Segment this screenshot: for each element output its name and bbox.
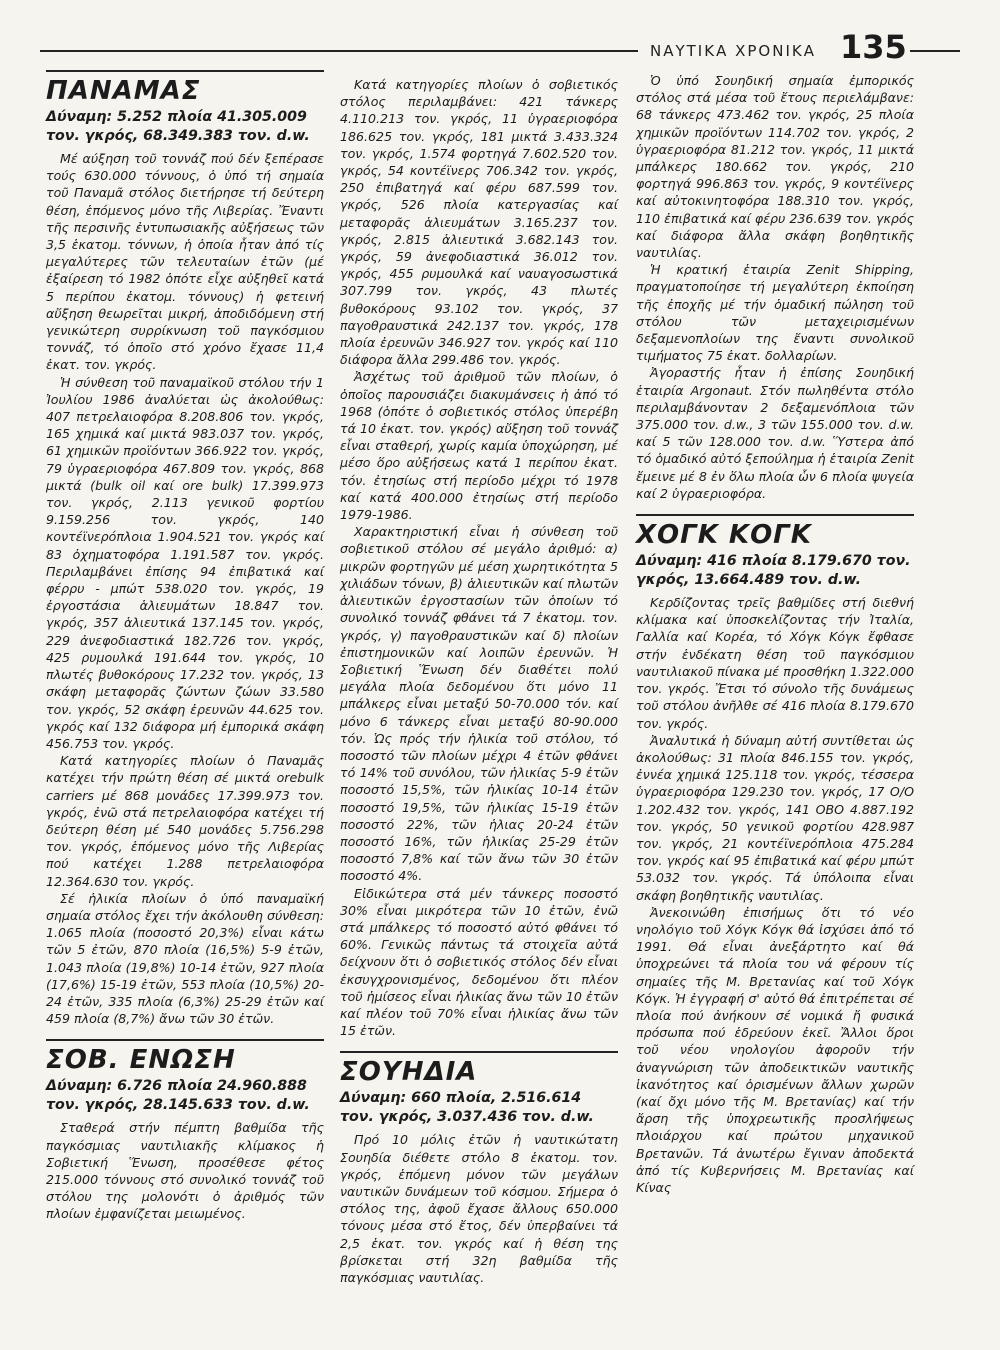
column-2 (340, 76, 618, 1286)
section-rule (46, 70, 324, 72)
paragraph: Κατά κατηγορίες πλοίων ὁ σοβιετικός στόλος περιλαμβάνει: 421 τάνκερς 4.110.213 τον. γκρός, 11 ὑγραεριοφόρα 186.625 τον. γκρός, 181 μικτά 3.433.324 τον. γκρός, 1.574 φορτηγά 7.602.520 τον. γκρός, 54 κοντέϊνερς 706.342 τον. γκρός, 250 ἐπιβατηγά καί φέρυ 687.599 τον. γκρός, 526 πλοία κατεργασίας καί μεταφορᾶς ἁλιευμάτων 3.165.237 τον. γκρός, 2.815 ἁλιευτικά 3.682.143 τον. γκρός, 59 ἀνεφοδιαστικά 36.012 τον. γκρός, 455 ρυμουλκά καί ναυαγοσωστικά 307.799 τον. γκρός, 43 πλωτές βυθοκόρους 93.102 τον. γκρός, 37 παγοθραυστικά 242.137 τον. γκρός, 178 πλοία ἐρευνῶν 346.927 τον. γκρός καί 110 διάφορα ἄλλα 299.486 τον. γκρός. (340, 77, 618, 368)
section-rule (636, 514, 914, 516)
paragraph: Ἀνεκοινώθη ἐπισήμως ὅτι τό νέο νηολόγιο τοῦ Χόγκ Κόγκ θά ἰσχύσει ἀπό τό 1991. Θά εἶναι ἀνεξάρτητο καί θά ὑποχρεώνει τά πλοία του νά φέρουν τίς σημαίες τῆς Μ. Βρετανίας καί τοῦ Χόγκ Κόγκ. Ἡ ἐγγραφή σ' αὐτό θά ἐπιτρέπεται σέ πλοία πού ἀνήκουν σέ νομικά ἤ φυσικά πρόσωπα πού ἑδρεύουν ἐκεῖ. Ἄλλοι ὅροι τοῦ νέου νηολογίου ἀφοροῦν τήν ἀναγνώριση τῶν ἀποδεικτικῶν ναυτικῆς ἱκανότητος καί ὁρισμένων ἄλλων χωρῶν (καί ὄχι μόνο τῆς Μ. Βρετανίας) καί τήν ἄρση τῆς ὑποχρεωτικῆς προσλήψεως πλοιάρχου καί πρώτου μηχανικοῦ Βρετανῶν. Τά ἀνωτέρω ἔγιναν ἀποδεκτά ἀπό τίς Κυβερνήσεις Μ. Βρετανίας καί Κίνας (636, 904, 914, 1195)
paragraph: Ἀναλυτικά ἡ δύναμη αὐτή συντίθεται ὡς ἀκολούθως: 31 πλοία 846.155 τον. γκρός, ἐννέα χημικά 125.118 τον. γκρός, τέσσερα ὑγραεριοφόρα 129.230 τον. γκρός, 17 Ο/Ο 1.202.432 τον. γκρός, 141 ΟΒΟ 4.887.192 τον. γκρός, 50 γενικοῦ φορτίου 428.987 τον. γκρός, 21 κοντέϊνερόπλοια 475.284 τον. γκρός καί 95 ἐπιβατικά καί φέρυ μπώτ 53.032 τον. γκρός. Τά ὑπόλοιπα εἶναι σκάφη βοηθητικῆς ναυτιλίας. (636, 732, 914, 903)
section-title-sweden: ΣΟΥΗΔΙΑ (340, 1057, 478, 1088)
paragraph: Μέ αύξηση τοῦ τοννάζ πού δέν ξεπέρασε τούς 630.000 τόννους, ὁ ὑπό τή σημαία τοῦ Παναμᾶ στόλος διετήρησε τή δεύτερη θέση, ἑπόμενος μόνο τῆς Λιβερίας. Ἔναντι τῆς περσινῆς ἐντυπωσιακῆς αὐξήσεως τῶν 3,5 ἑκατομ. τόννων, ἡ ὁποία ἦταν ἀπό τίς μεγαλύτερες τῶν τελευταίων ἐτῶν (μέ ἐξαίρεση τό 1982 ὁπότε εἶχε αὐξηθεῖ κατά 5 περίπου ἑκατομ. τόννους) ἡ φετεινή αὔξηση θεωρεῖται μικρή, ἀποδιδόμενη στή γενικώτερη συρρίκνωση τοῦ παγκόσμιου τοννάζ, τό ὁποῖο στό χρόνο ἔχασε 11,4 ἑκατ. τον. γκρός. (46, 151, 324, 373)
paragraph: Κερδίζοντας τρεῖς βαθμίδες στή διεθνή κλίμακα καί ὑποσκελίζοντας τήν Ἰταλία, Γαλλία καί Κορέα, τό Χόγκ Κόγκ ἔφθασε στήν ἑνδέκατη θέση τοῦ παγκόσμιου ναυτιλιακοῦ πίνακα μέ προσθήκη 1.322.000 τον. γκρός. Ἔτσι τό σύνολο τῆς δυνάμεως τοῦ στόλου ἀνῆλθε σέ 416 πλοία 8.179.670 τον. γκρός. (636, 595, 914, 731)
magazine-name: ΝΑΥΤΙΚΑ ΧΡΟΝΙΚΑ (650, 42, 816, 60)
fleet-power-hongkong: Δύναμη: 416 πλοία 8.179.670 τον. γκρός, 13.664.489 τον. d.w. (636, 553, 911, 589)
section-title-panama: ΠΑΝΑΜΑΣ (46, 76, 201, 106)
fleet-power-ussr: Δύναμη: 6.726 πλοία 24.960.888 τον. γκρός, 28.145.633 τον. d.w. (46, 1078, 310, 1114)
header-rule-right (910, 50, 960, 52)
paragraph: Ἡ κρατική ἑταιρία Zenit Shipping, πραγματοποίησε τή μεγαλύτερη ἐκποίηση τῆς ἐποχῆς μέ τήν ὁμαδική πώληση τοῦ στόλου τῶν μεταχειρισμένων δεξαμενοπλοίων της ἔναντι συνολικοῦ τιμήματος 75 ἑκατ. δολλαρίων. (636, 262, 914, 364)
column-3 (636, 72, 914, 1196)
paragraph: Χαρακτηριστική εἶναι ἡ σύνθεση τοῦ σοβιετικοῦ στόλου σέ μεγάλο ἀριθμό: α) μικρῶν φορτηγῶν μέ μέση χωρητικότητα 5 χιλιάδων τόνων, β) ἁλιευτικῶν καί πλωτῶν ἁλιευτικῶν ἐργοστασίων τῶν ὁποίων τό συνολικό τοννάζ φθάνει τά 7 ἑκατομ. τον. γκρός, γ) παγοθραυστικῶν καί δ) πλοίων ἐπιστημονικῶν καί λοιπῶν ἐρευνῶν. Ἡ Σοβιετική Ἕνωση δέν διαθέτει πολύ μεγάλα πλοία δεδομένου ὅτι μόνο 11 μπάλκερς εἶναι μεταξύ 50-70.000 τόν. καί μόνο 6 τάνκερς εἶναι μεταξύ 80-90.000 τόν. Ὡς πρός τήν ἡλικία τοῦ στόλου, τό ποσοστό τῶν πλοίων μέχρι 4 ἐτῶν φθάνει τό 14% τοῦ συνόλου, τῶν ἡλικίας 5-9 ἐτῶν ποσοστό 15,5%, τῶν ἡλικίας 10-14 ἐτῶν ποσοστό 19,5%, τῶν ἡλικίας 15-19 ἐτῶν ποσοστό 22%, τῶν ἡλιας 20-24 ἐτῶν ποσοστό 16%, τῶν ἡλικίας 25-29 ἐτῶν ποσοστό 7,8% καί τῶν ἄνω τῶν 30 ἐτῶν ποσοστό 4%. (340, 524, 618, 884)
paragraph: Κατά κατηγορίες πλοίων ὁ Παναμᾶς κατέχει τήν πρώτη θέση σέ μικτά orebulk carriers μέ 868 μονάδες 17.399.973 τον. γκρός, ἐνῶ στά πετρελαιοφόρα κατέχει τή δεύτερη θέση μέ 540 μονάδες 5.756.298 τον. γκρός, ἑπόμενος μόνο τῆς Λιβερίας πού κατέχει 1.288 πετρελαιοφόρα 12.364.630 τον. γκρός. (46, 753, 324, 889)
paragraph: Ὁ ὑπό Σουηδική σημαία ἐμπορικός στόλος στά μέσα τοῦ ἔτους περιελάμβανε: 68 τάνκερς 473.462 τον. γκρός, 25 πλοία χημικῶν προϊόντων 114.702 τον. γκρός, 2 ὑγραεριοφόρα 81.212 τον. γκρός, 11 μικτά μπάλκερς 180.662 τον. γκρός, 210 φορτηγά 996.863 τον. γκρός, 9 κοντέϊνερς καί αὐτοκινητοφόρα 188.310 τον. γκρός, 110 ἐπιβατικά καί φέρυ 236.639 τον. γκρός καί διάφορα ἄλλα σκάφη βοηθητικῆς ναυτιλίας. (636, 73, 914, 261)
fleet-power-panama: Δύναμη: 5.252 πλοία 41.305.009 τον. γκρός, 68.349.383 τον. d.w. (46, 109, 310, 144)
section-title-ussr: ΣΟΒ. ΕΝΩΣΗ (46, 1045, 236, 1076)
paragraph: Σέ ἡλικία πλοίων ὁ ὑπό παναμαϊκή σημαία στόλος ἔχει τήν ἀκόλουθη σύνθεση: 1.065 πλοία (ποσοστό 20,3%) εἶναι κάτω τῶν 5 ἐτῶν, 870 πλοία (16,5%) 5-9 ἐτῶν, 1.043 πλοία (19,8%) 10-14 ἐτῶν, 927 πλοία (17,6%) 15-19 ἐτῶν, 553 πλοία (10,5%) 20-24 ἐτῶν, 335 πλοία (6,3%) 25-29 ἐτῶν καί 459 πλοία (8,7%) ἄνω τῶν 30 ἐτῶν. (46, 890, 324, 1027)
paragraph: Ἡ σύνθεση τοῦ παναμαϊκοῦ στόλου τήν 1 Ἰουλίου 1986 ἀναλύεται ὡς ἀκολούθως: 407 πετρελαιοφόρα 8.208.806 τον. γκρός, 165 χημικά καί μικτά 983.037 τον. γκρός, 61 χημικῶν προϊόντων 366.922 τον. γκρός, 79 ὑγραεριοφόρα 467.809 τον. γκρός, 868 μικτά (bulk oil καί ore bulk) 17.399.973 τον. γκρός, 2.113 γενικοῦ φορτίου 9.159.256 τον. γκρός, 140 κοντέϊνερόπλοια 1.904.521 τον. γκρός καί 83 ὀχηματοφόρα 1.191.587 τον. γκρός. Περιλαμβάνει ἐπίσης 94 ἐπιβατικά καί φέρρυ - μπώτ 538.020 τον. γκρός, 19 ἐργοστάσια ἁλιευμάτων 18.847 τον. γκρός, 357 ἁλιευτικά 137.145 τον. γκρός, 229 ἀνεφοδιαστικά 182.726 τον. γκρός, 425 ρυμουλκά 191.644 τον. γκρός, 10 πλωτές βυθοκόρους 17.232 τον. γκρός, 13 σκάφη μεταφορᾶς ζώντων ζώων 33.580 τον. γκρός, 52 σκάφη ἐρευνῶν 44.625 τον. γκρός καί 132 διάφορα μή ἐμπορικά σκάφη 456.753 τον. γκρός. (46, 374, 324, 751)
header-rule-left (40, 50, 638, 52)
section-rule (340, 1051, 618, 1053)
paragraph: Εἰδικώτερα στά μέν τάνκερς ποσοστό 30% εἶναι μικρότερα τῶν 10 ἐτῶν, ἐνῶ στά μπάλκερς τό ποσοστό αὐτό φθάνει τό 60%. Γενικῶς πάντως τά στοιχεῖα αὐτά δείχνουν ὅτι ὁ σοβιετικός στόλος δέν εἶναι ἐκσυγχρονισμένος, δεδομένου ὅτι πλέον τοῦ ἡμίσεος εἶναι ἡλικίας ἄνω τῶν 10 ἐτῶν καί πλέον τοῦ 70% εἶναι ἡλικίας ἄνω τῶν 15 ἐτῶν. (340, 885, 618, 1039)
page-header (40, 28, 960, 68)
fleet-power-sweden: Δύναμη: 660 πλοία, 2.516.614 τον. γκρός, 3.037.436 τον. d.w. (340, 1090, 594, 1126)
paragraph: Πρό 10 μόλις ἐτῶν ἡ ναυτικώτατη Σουηδία διέθετε στόλο 8 ἑκατομ. τον. γκρός, ἑπόμενη μόνον τῶν μεγάλων ναυτικῶν δυνάμεων τοῦ κόσμου. Σήμερα ὁ στόλος της, ἀφοῦ ἔχασε ἄλλους 650.000 τόνους μέσα στό ἔτος, δέν ὑπερβαίνει τά 2,5 ἑκατ. τον. γκρός καί ἡ θέση της βρίσκεται στή 32η βαθμίδα τῆς παγκόσμιας ναυτιλίας. (340, 1132, 618, 1285)
paragraph: Ἀσχέτως τοῦ ἀριθμοῦ τῶν πλοίων, ὁ ὁποῖος παρουσιάζει διακυμάνσεις ἡ ἀπό τό 1968 (ὁπότε ὁ σοβιετικός στόλος ὑπερέβη τά 10 ἑκατ. τον. γκρός) αὔξηση τοῦ τοννάζ εἶναι σταθερή, χωρίς καμία ὑποχώρηση, μέ μέσο ὅρο αὐξήσεως κατά 1 περίπου ἑκατ. τόν. ἐτησίως στή περίοδο μέχρι τό 1978 καί κατά 400.000 ἐτησίως στή περίοδο 1979-1986. (340, 369, 618, 523)
section-title-hongkong: ΧΟΓΚ ΚΟΓΚ (636, 520, 812, 551)
column-1 (46, 70, 324, 1223)
paragraph: Σταθερά στήν πέμπτη βαθμίδα τῆς παγκόσμιας ναυτιλιακῆς κλίμακος ἡ Σοβιετική Ἕνωση, προσέθεσε φέτος 215.000 τόννους στό συνολικό τοννάζ τοῦ στόλου της μολονότι ὁ ἀριθμός τῶν πλοίων ἐμφανίζεται μειωμένος. (46, 1120, 324, 1222)
section-rule (46, 1039, 324, 1041)
page-number: 135 (840, 28, 907, 66)
paragraph: Ἀγοραστής ἦταν ἡ ἐπίσης Σουηδική ἑταιρία Argonaut. Στόν πωληθέντα στόλο περιλαμβάνονταν 2 δεξαμενόπλοια τῶν 375.000 τον. d.w., 3 τῶν 155.000 τον. d.w. καί 5 τῶν 128.000 τον. d.w. Ὕστερα ἀπό τό ὁμαδικό αὐτό ξεπούλημα ἡ ἑταιρία Zenit ἔμεινε μέ 8 ἐν ὅλω πλοία ὧν 6 πλοία ψυγεία καί 2 ὑγραεριοφόρα. (636, 365, 914, 501)
